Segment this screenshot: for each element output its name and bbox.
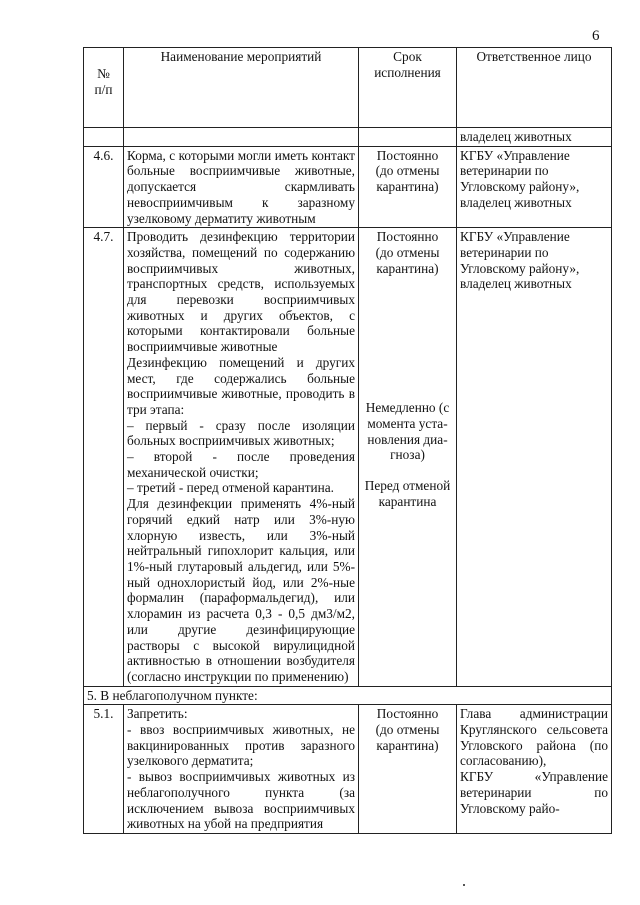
measure-text: Запретить: - ввоз восприимчивых животных, не вакцинированных против заразного узелкового дерматита; - вывоз восприимчивых животных из неблагополучного пункта (за исключением вывоза восприимчивых животных на убой на предприятия [124, 705, 359, 834]
measure-text: Корма, с которыми могли иметь контакт больные восприимчивые животные, допускается скармливать невосприимчивым к заразному узелковому дерматиту животным [124, 146, 359, 228]
term-text: Постоянно (до отмены карантина) [359, 146, 457, 228]
header-name: Наименование мероприятий [124, 48, 359, 128]
table-row-4-6 [84, 146, 612, 228]
header-num: № п/п [84, 48, 124, 128]
table-row-4-7 [84, 228, 612, 686]
measure-text: Проводить дезинфекцию территории хозяйства, помещений по содержанию восприимчивых животных, транспортных средств, используемых для перевозки восприимчивых животных и других объектов, с которыми контактировали больные восприимчивые животные Дезинфекцию помещений и других мест, где содержались больные восприимчивые животные, проводить в три этапа: – первый - сразу после изоляции больных восприимчивых животных; – второй - после проведения механической очистки; – третий - перед отменой карантина. Для дезинфекции применять 4%-ный горячий едкий натр или 3%-ную хлорную известь, или 3%-ный нейтральный гипохлорит кальция, или 1%-ный глутаровый альдегид, или 5%-ный однохлористый йод, или 2%-ные формалин (параформальдегид), или хлорамин из расчета 0,3 - 0,5 дм3/м2, или другие дезинфицирующие растворы с высокой вирулицидной активностью в отношении возбудителя (согласно инструкции по применению) [124, 228, 359, 686]
page-number: 6 [592, 28, 600, 44]
section-row-5 [84, 686, 612, 705]
responsible-text: Глава администрации Круглянского сельсовета Угловского района (по согласованию), КГБУ «Управление ветеринарии по Угловскому райо- [457, 705, 612, 834]
term-text: Постоянно (до отмены карантина) [359, 705, 457, 834]
row-number: 5.1. [84, 705, 124, 834]
measures-table [83, 47, 612, 834]
carryover-responsible: владелец животных [457, 128, 612, 147]
section-title: 5. В неблагополучном пункте: [84, 686, 612, 705]
row-number: 4.7. [84, 228, 124, 686]
header-responsible: Ответственное лицо [457, 48, 612, 128]
term-text: Постоянно (до отмены карантина) Немедленно (с момента уста- новления диа- гноза) Перед отменой карантина [359, 228, 457, 686]
table-row-5-1 [84, 705, 612, 834]
row-number: 4.6. [84, 146, 124, 228]
table-row-carryover [84, 128, 612, 147]
table-header-row [84, 48, 612, 128]
header-term: Срок исполнения [359, 48, 457, 128]
responsible-text: КГБУ «Управление ветеринарии по Угловскому району», владелец животных [457, 228, 612, 686]
scan-dot [463, 884, 465, 886]
responsible-text: КГБУ «Управление ветеринарии по Угловскому району», владелец животных [457, 146, 612, 228]
